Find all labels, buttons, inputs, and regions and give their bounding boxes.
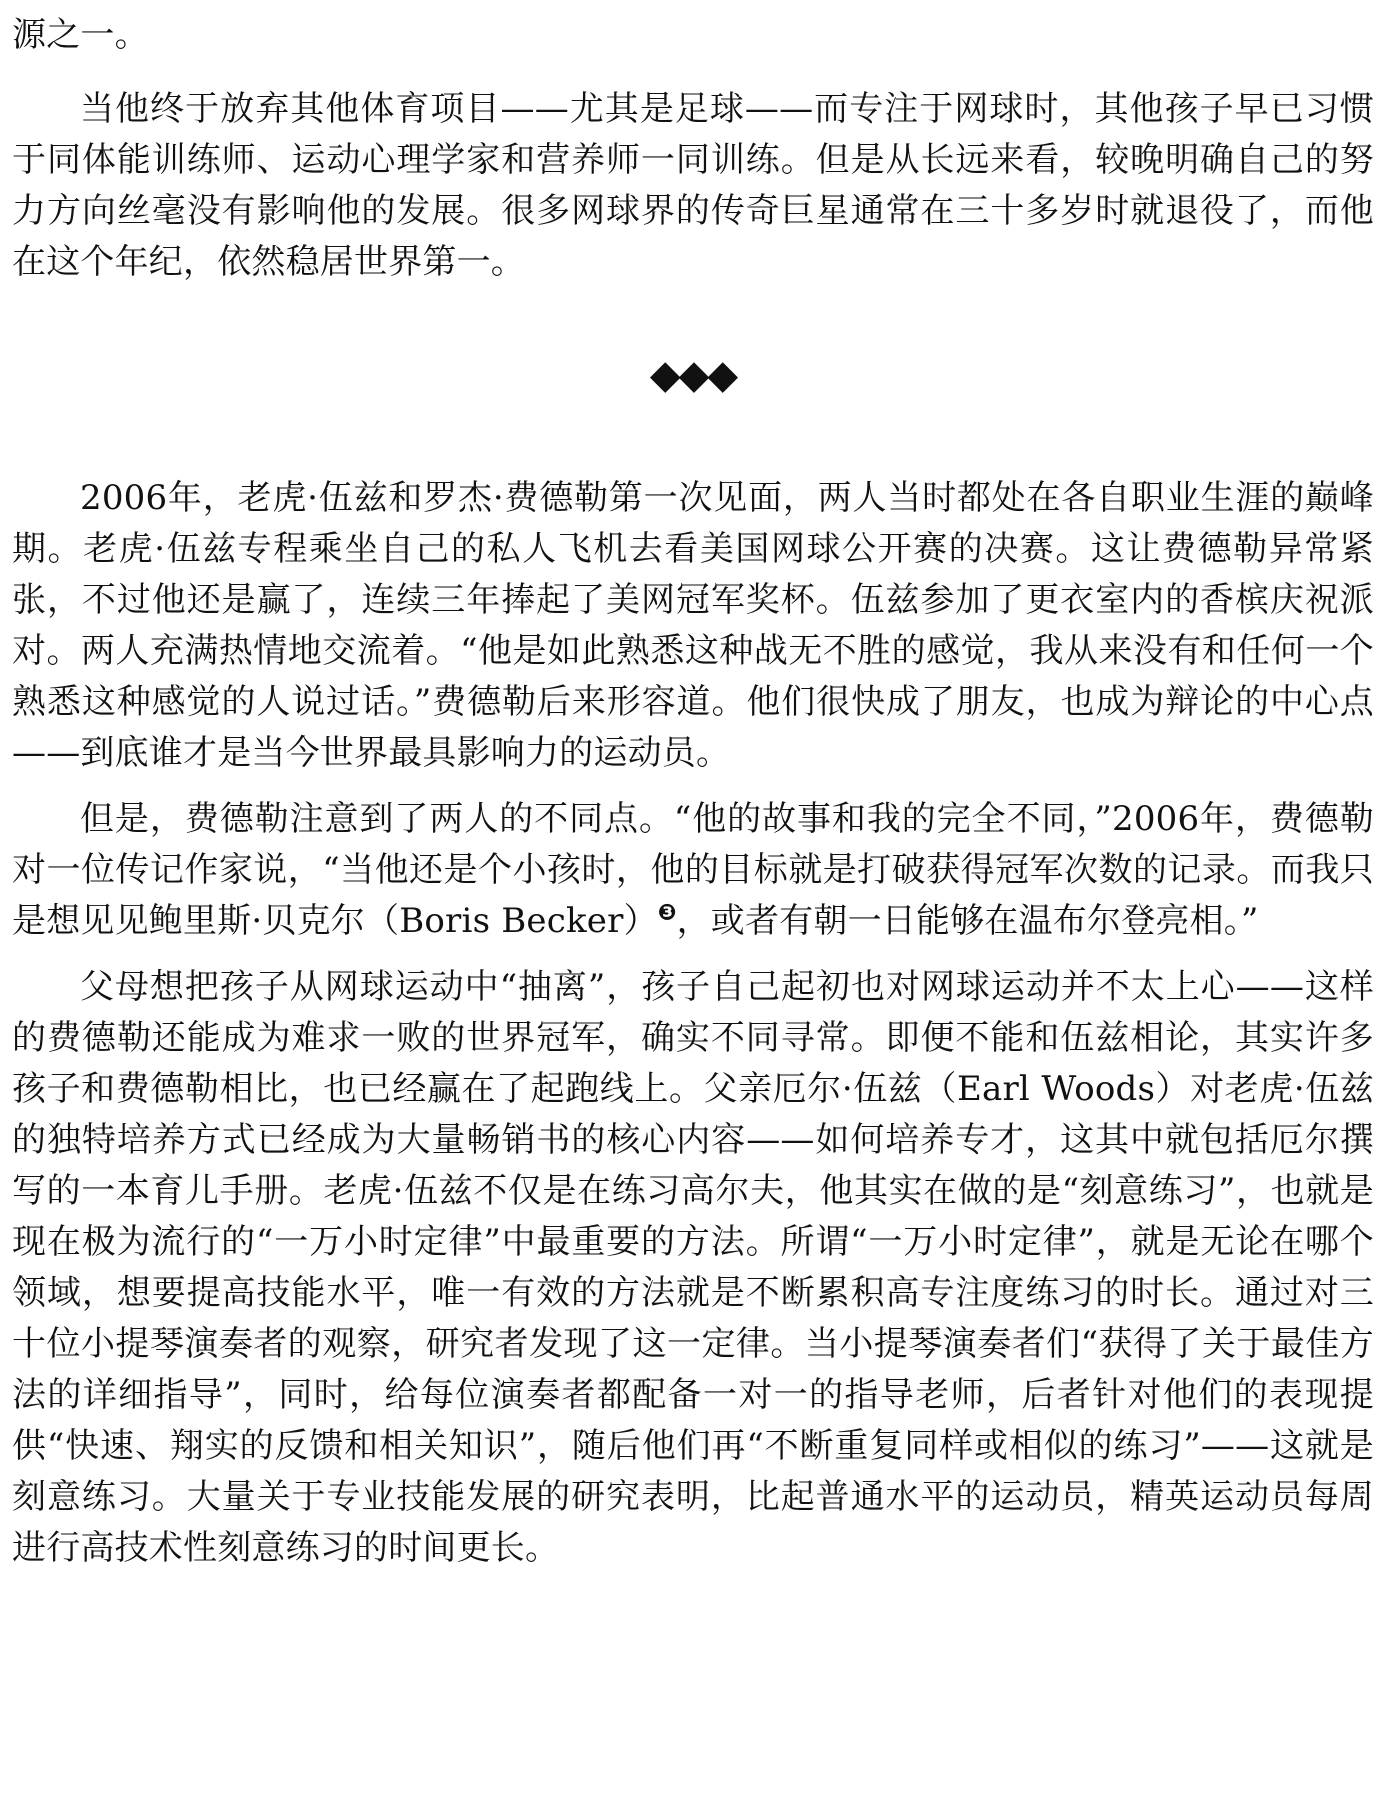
section-divider: ◆◆◆ xyxy=(649,352,737,398)
footnote-marker[interactable]: ❸ xyxy=(657,900,677,926)
paragraph-federer-differences xyxy=(12,794,1374,947)
paragraph-text-after-note: ，或者有朝一日能够在温布尔登亮相。” xyxy=(676,901,1259,941)
paragraph-continuation: 源之一。 xyxy=(12,15,149,55)
paragraph-deliberate-practice: 父母想把孩子从网球运动中“抽离”，孩子自己起初也对网球运动并不太上心——这样的费德勒还能成为难求一败的世界冠军，确实不同寻常。即便不能和伍兹相论，其实许多孩子和费德勒相比，也已经赢在了起跑线上。父亲厄尔·伍兹（Earl Woods）对老虎·伍兹的独特培养方式已经成为大量畅销书的核心内容——如何培养专才，这其中就包括厄尔撰写的一本育儿手册。老虎·伍兹不仅是在练习高尔夫，他其实在做的是“刻意练习”，也就是现在极为流行的“一万小时定律”中最重要的方法。所谓“一万小时定律”，就是无论在哪个领域，想要提高技能水平，唯一有效的方法就是不断累积高专注度练习的时长。通过对三十位小提琴演奏者的观察，研究者发现了这一定律。当小提琴演奏者们“获得了关于最佳方法的详细指导”，同时，给每位演奏者都配备一对一的指导老师，后者针对他们的表现提供“快速、翔实的反馈和相关知识”，随后他们再“不断重复同样或相似的练习”——这就是刻意练习。大量关于专业技能发展的研究表明，比起普通水平的运动员，精英运动员每周进行高技术性刻意练习的时间更长。 xyxy=(12,967,1374,1568)
paragraph-text-before-note: 但是，费德勒注意到了两人的不同点。“他的故事和我的完全不同，”2006年，费德勒对一位传记作家说，“当他还是个小孩时，他的目标就是打破获得冠军次数的记录。而我只是想见见鲍里斯·贝克尔（Boris Becker） xyxy=(12,799,1374,941)
paragraph-tennis-focus: 当他终于放弃其他体育项目——尤其是足球——而专注于网球时，其他孩子早已习惯于同体能训练师、运动心理学家和营养师一同训练。但是从长远来看，较晚明确自己的努力方向丝毫没有影响他的发展。很多网球界的传奇巨星通常在三十多岁时就退役了，而他在这个年纪，依然稳居世界第一。 xyxy=(12,89,1374,282)
paragraph-woods-federer-meeting: 2006年，老虎·伍兹和罗杰·费德勒第一次见面，两人当时都处在各自职业生涯的巅峰期。老虎·伍兹专程乘坐自己的私人飞机去看美国网球公开赛的决赛。这让费德勒异常紧张，不过他还是赢了，连续三年捧起了美网冠军奖杯。伍兹参加了更衣室内的香槟庆祝派对。两人充满热情地交流着。“他是如此熟悉这种战无不胜的感觉，我从来没有和任何一个熟悉这种感觉的人说过话。”费德勒后来形容道。他们很快成了朋友，也成为辩论的中心点——到底谁才是当今世界最具影响力的运动员。 xyxy=(12,478,1374,773)
